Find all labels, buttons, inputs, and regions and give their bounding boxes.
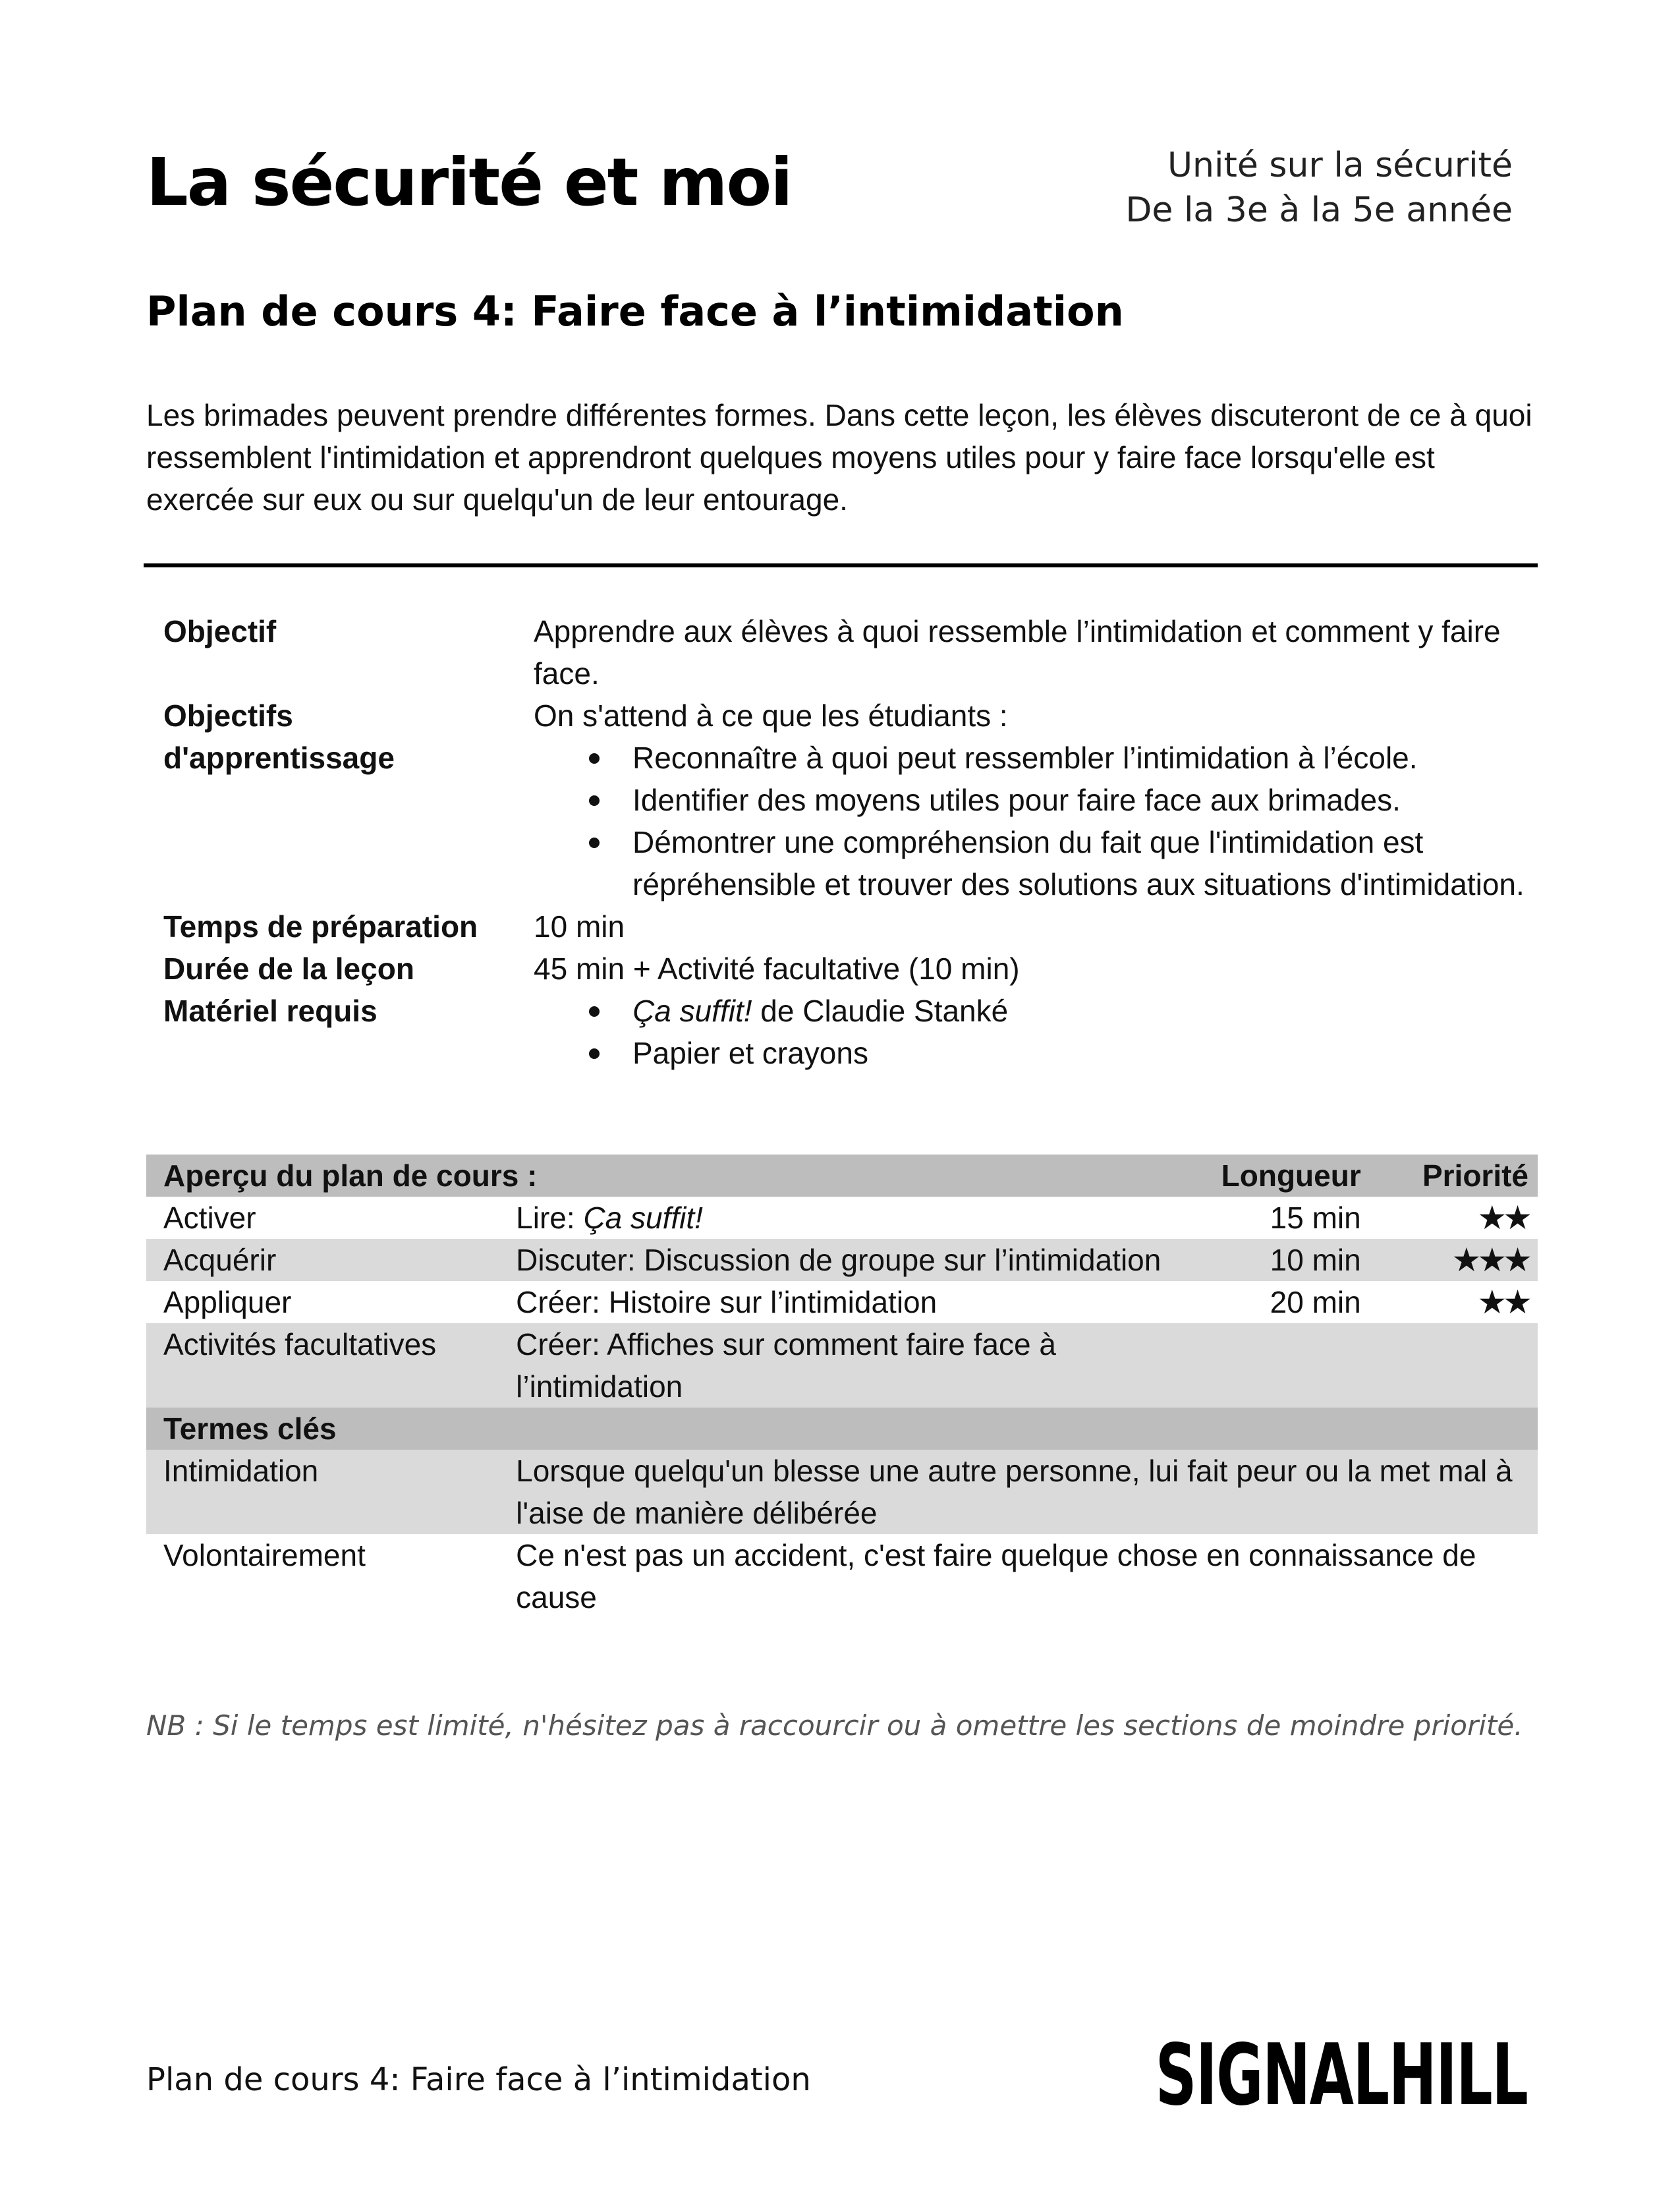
objective-row — [163, 610, 1534, 695]
list-item — [534, 779, 1534, 821]
signalhill-logo: SIGNALHILL — [1155, 2026, 1527, 2125]
unit-info — [1125, 144, 1513, 233]
learning-intro: On s'attend à ce que les étudiants : — [534, 699, 1008, 733]
key-terms-label: Termes clés — [146, 1408, 1538, 1450]
priority-stars-icon: ★★★ — [1368, 1239, 1538, 1281]
book-title: Ça suffit! — [632, 994, 752, 1028]
list-item-text: Démontrer une compréhension du fait que l'intimidation est répréhensible et trouver des solutions aux situations d'intimidation. — [632, 825, 1525, 901]
learning-label-line-2: d'apprentissage — [163, 741, 395, 775]
activity-book-title: Ça suffit! — [583, 1201, 703, 1235]
bullet-icon — [589, 1048, 600, 1059]
lesson-intro: Les brimades peuvent prendre différentes formes. Dans cette leçon, les élèves discuteront de ce à quoi ressemblent l'intimidation et apprendront quelques moyens utiles pour y faire face lorsqu'elle est exercée sur eux ou sur quelqu'un de leur entourage. — [146, 398, 1532, 517]
unit-name: Unité sur la sécurité — [1167, 146, 1513, 185]
duration-value: 45 min + Activité facultative (10 min) — [534, 952, 1020, 986]
materials-value — [534, 990, 1534, 1074]
materials-row — [163, 990, 1534, 1074]
list-item-text: Papier et crayons — [632, 1036, 868, 1070]
key-terms-header-row — [146, 1408, 1538, 1450]
objective-value: Apprendre aux élèves à quoi ressemble l’intimidation et comment y faire face. — [534, 614, 1501, 691]
priority-stars-icon: ★★ — [1477, 1283, 1528, 1321]
table-row — [146, 1197, 1538, 1239]
duration-label: Durée de la leçon — [163, 952, 414, 986]
definition-cell: Lorsque quelqu'un blesse une autre personne, lui fait peur ou la met mal à l'aise de manière délibérée — [516, 1450, 1538, 1534]
phase-cell: Activités facultatives — [146, 1323, 516, 1408]
objective-label: Objectif — [163, 614, 277, 648]
learning-objectives-label — [163, 695, 534, 905]
materials-list — [534, 990, 1534, 1074]
activity-cell: Discuter: Discussion de groupe sur l’intimidation — [516, 1239, 1164, 1281]
duration-row — [163, 948, 1534, 990]
table-row — [146, 1450, 1538, 1534]
lesson-plan-table — [146, 1155, 1538, 1618]
prep-time-row — [163, 905, 1534, 948]
prep-time-label: Temps de préparation — [163, 909, 478, 944]
table-row — [146, 1323, 1538, 1408]
lesson-title: Plan de cours 4: Faire face à l’intimidation — [146, 287, 1124, 335]
phase-cell: Activer — [163, 1201, 256, 1235]
phase-cell: Appliquer — [163, 1285, 292, 1319]
list-item — [534, 821, 1534, 905]
list-item-text: Identifier des moyens utiles pour faire face aux brimades. — [632, 783, 1401, 817]
list-item-text: Reconnaître à quoi peut ressembler l’intimidation à l’école. — [632, 741, 1418, 775]
phase-cell: Acquérir — [146, 1239, 516, 1281]
activity-prefix: Lire: — [516, 1201, 584, 1235]
learning-objectives-value — [534, 695, 1534, 905]
table-row — [146, 1281, 1538, 1323]
activity-cell: Créer: Affiches sur comment faire face à l’intimidation — [516, 1323, 1164, 1408]
prep-time-value: 10 min — [534, 909, 625, 944]
footer-title: Plan de cours 4: Faire face à l’intimidation — [146, 2061, 811, 2098]
activity-cell — [516, 1197, 1164, 1239]
learning-objectives-row — [163, 695, 1534, 905]
priority-stars-icon: ★★ — [1477, 1199, 1528, 1237]
bullet-icon — [589, 838, 600, 848]
length-cell: 20 min — [1270, 1285, 1361, 1319]
table-header-row — [146, 1155, 1538, 1197]
priority-note: NB : Si le temps est limité, n'hésitez pas à raccourcir ou à omettre les sections de moindre priorité. — [146, 1709, 1523, 1742]
table-row — [146, 1239, 1538, 1281]
table-row — [146, 1534, 1538, 1618]
list-item — [534, 737, 1534, 779]
priority-stars-icon — [1368, 1323, 1538, 1408]
section-divider — [144, 563, 1538, 567]
document-title: La sécurité et moi — [146, 144, 792, 221]
table-header-priority: Priorité — [1368, 1155, 1538, 1197]
list-item — [534, 1032, 1534, 1074]
term-cell: Volontairement — [163, 1538, 366, 1572]
table-header-label: Aperçu du plan de cours : — [146, 1155, 1165, 1197]
activity-cell: Créer: Histoire sur l’intimidation — [516, 1285, 938, 1319]
term-cell: Intimidation — [146, 1450, 516, 1534]
list-item — [534, 990, 1534, 1032]
grade-range: De la 3e à la 5e année — [1125, 190, 1513, 230]
bullet-icon — [589, 753, 600, 764]
learning-objectives-list — [534, 737, 1534, 905]
materials-label: Matériel requis — [163, 994, 378, 1028]
length-cell — [1165, 1323, 1368, 1408]
book-author: de Claudie Stanké — [752, 994, 1009, 1028]
bullet-icon — [589, 795, 600, 806]
bullet-icon — [589, 1006, 600, 1017]
table-header-length: Longueur — [1165, 1155, 1368, 1197]
learning-label-line-1: Objectifs — [163, 699, 293, 733]
length-cell: 10 min — [1165, 1239, 1368, 1281]
definition-cell: Ce n'est pas un accident, c'est faire quelque chose en connaissance de cause — [516, 1538, 1476, 1614]
lesson-info — [163, 610, 1534, 1074]
length-cell: 15 min — [1270, 1201, 1361, 1235]
